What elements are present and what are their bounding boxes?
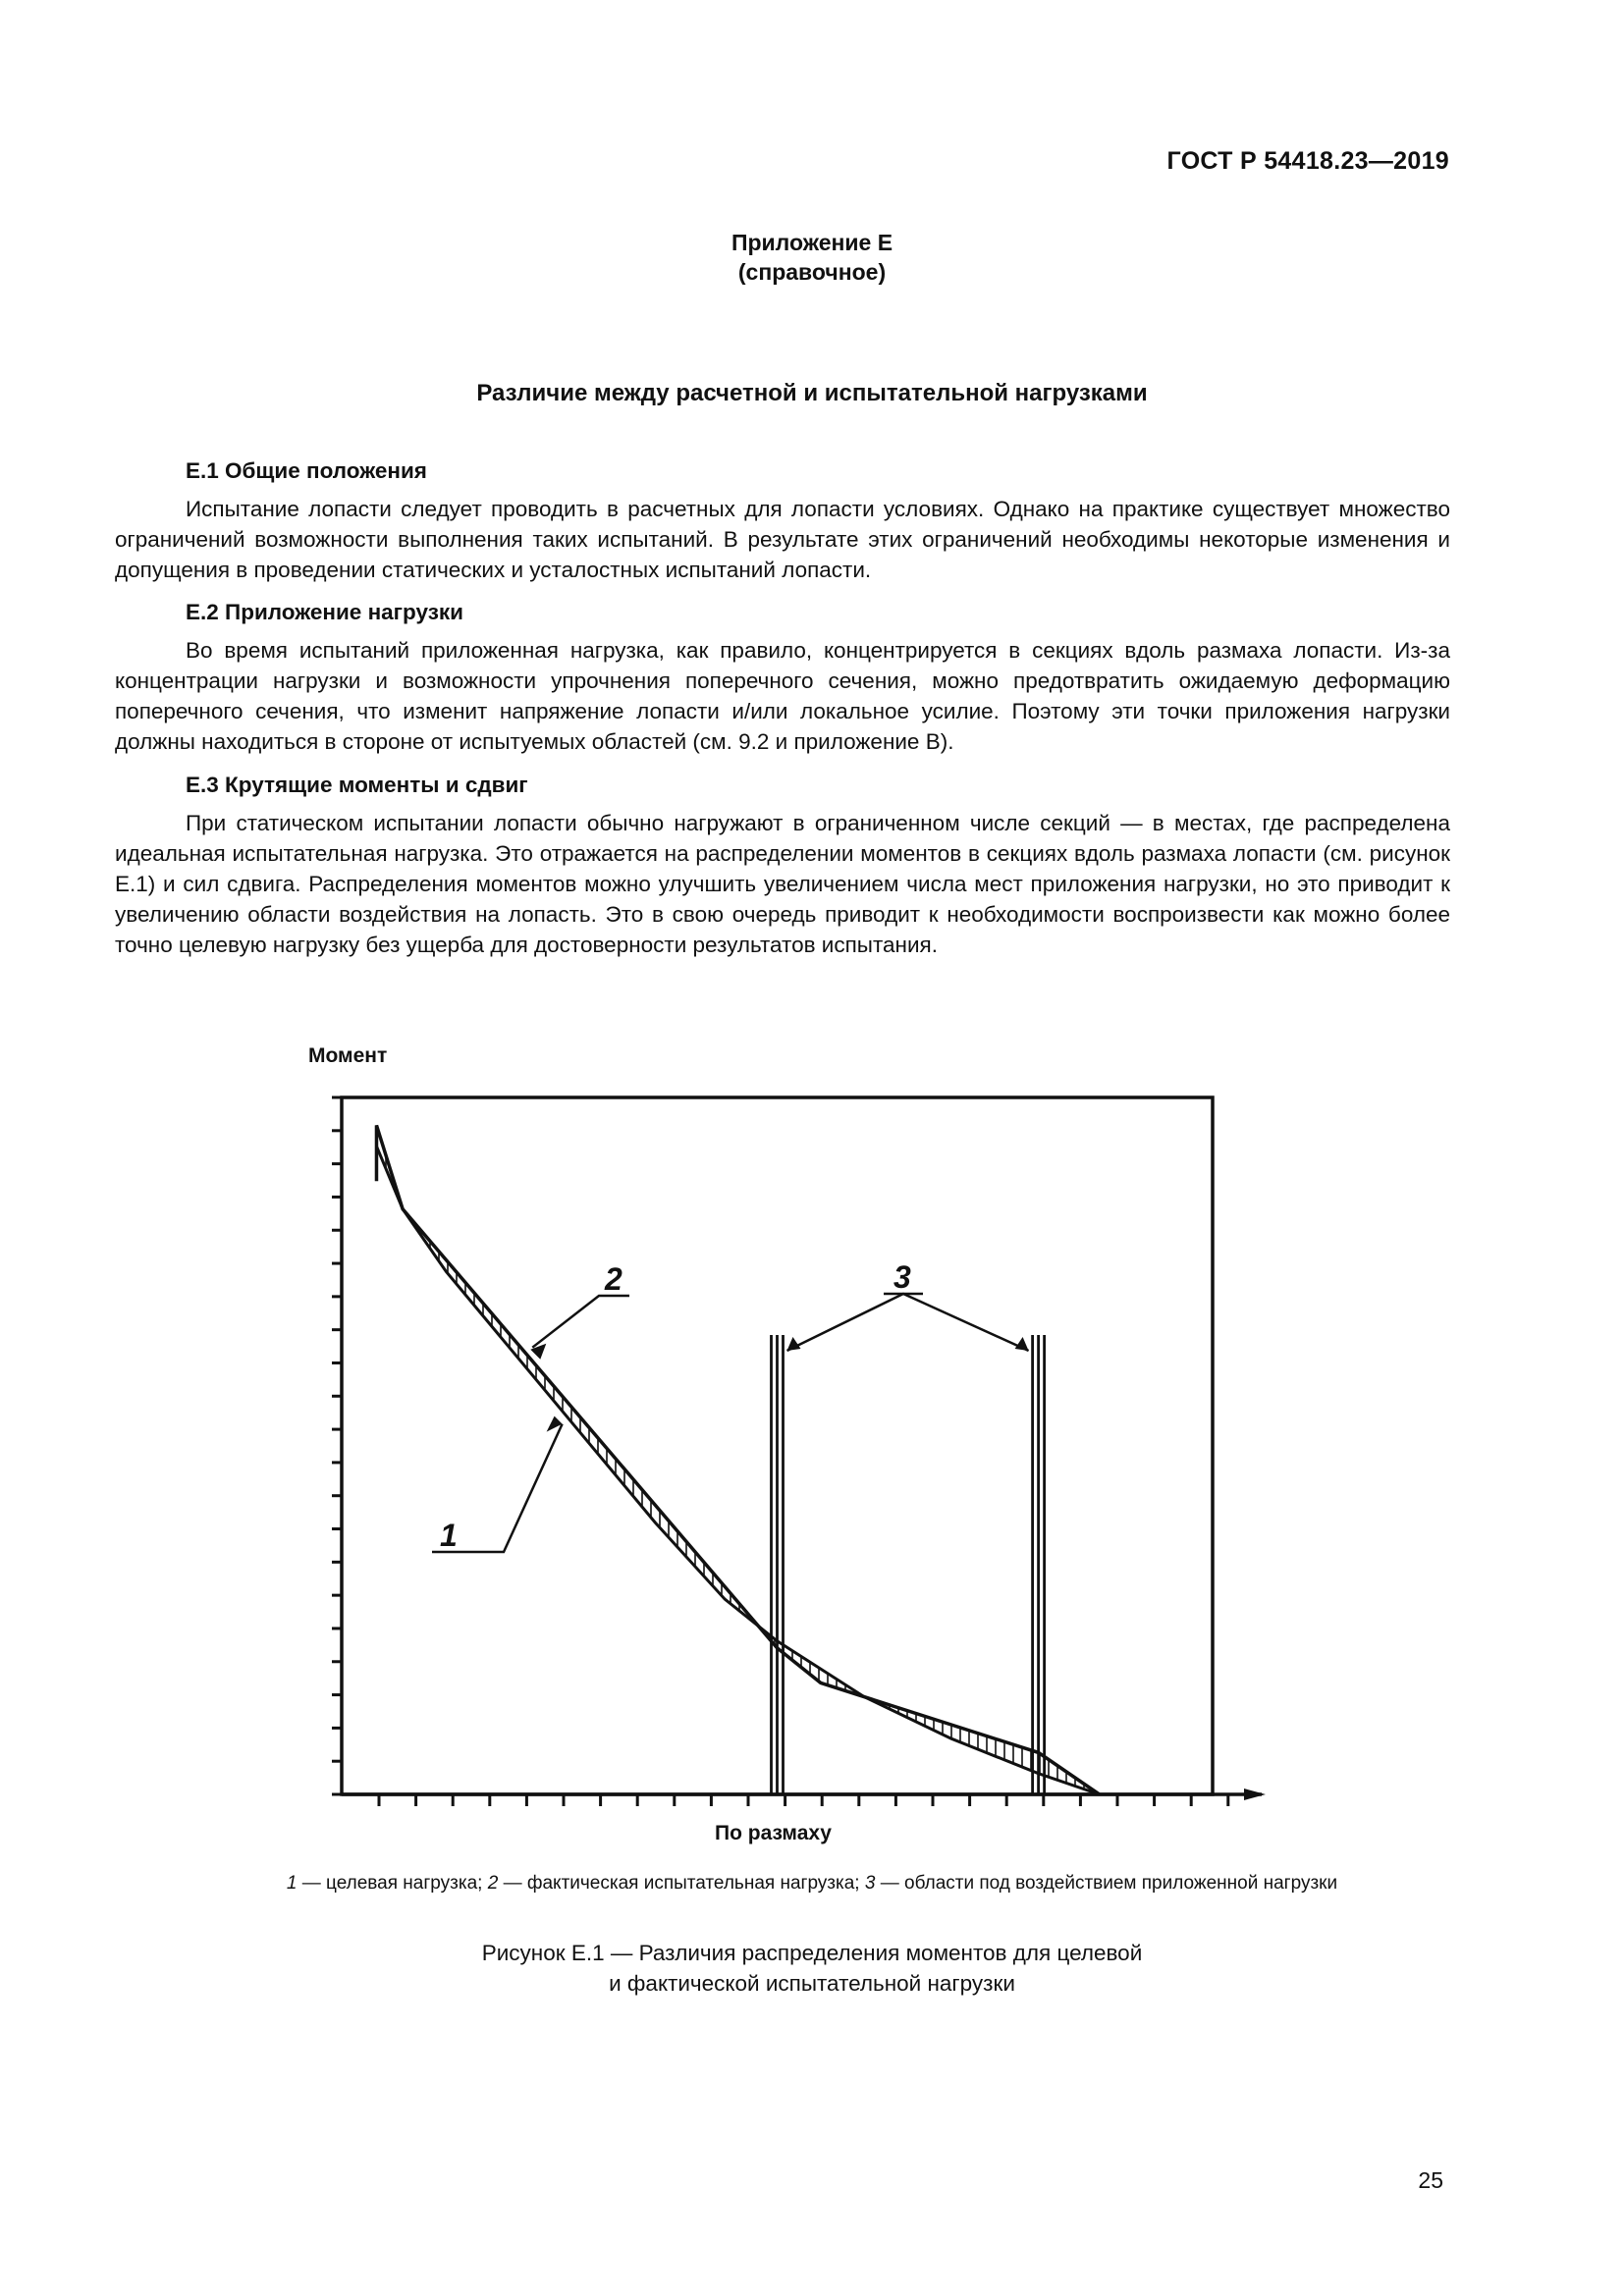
moment-distribution-figure	[295, 1029, 1276, 1853]
section-heading: Е.3 Крутящие моменты и сдвиг	[186, 773, 528, 797]
section-e3	[115, 770, 1450, 960]
x-axis-label: По размаху	[715, 1822, 832, 1844]
callout-1: 1	[440, 1518, 458, 1553]
page-number: 25	[1418, 2167, 1443, 2193]
appendix-heading	[0, 228, 1624, 287]
callout-3-arrow-right	[1015, 1337, 1029, 1351]
callout-2: 2	[605, 1261, 623, 1297]
appendix-title: Различие между расчетной и испытательной нагрузками	[476, 380, 1148, 406]
caption-line-2: и фактической испытательной нагрузки	[609, 1971, 1015, 1996]
section-text: Испытание лопасти следует проводить в расчетных для лопасти условиях. Однако на практике существует множество ограничений возможности выполнения таких испытаний. В результате этих ограничений необходимы некоторые изменения и допущения в проведении статических и усталостных испытаний лопасти.	[115, 497, 1450, 582]
legend-text-1: — целевая нагрузка;	[297, 1873, 488, 1894]
callout-3: 3	[893, 1259, 911, 1295]
caption-line-1: Рисунок Е.1 — Различия распределения моментов для целевой	[481, 1941, 1143, 1965]
legend-num-1: 1	[286, 1873, 298, 1894]
section-text: Во время испытаний приложенная нагрузка, как правило, концентрируется в секциях вдоль размаха лопасти. Из-за концентрации нагрузки и возможности упрочнения поперечного сечения, можно предотвратить ожидаемую деформацию поперечного сечения, что изменит напряжение лопасти и/или локальное усилие. Поэтому эти точки приложения нагрузки должны находиться в стороне от испытуемых областей (см. 9.2 и приложение В).	[115, 638, 1450, 754]
appendix-label: Приложение Е	[731, 230, 893, 255]
target-load-curve	[376, 1147, 1099, 1794]
section-e1	[115, 455, 1450, 585]
section-text: При статическом испытании лопасти обычно нагружают в ограниченном числе секций — в местах, где распределена идеальная испытательная нагрузка. Это отражается на распределении моментов в секциях вдоль размаха лопасти (см. рисунок Е.1) и сил сдвига. Распределения моментов можно улучшить увеличением числа мест приложения нагрузки, но это приводит к увеличению области воздействия на лопасть. Это в свою очередь приводит к необходимости воспроизвести как можно более точно целевую нагрузку без ущерба для достоверности результатов испытания.	[115, 811, 1450, 957]
legend-text-3: — области под воздействием приложенной нагрузки	[875, 1873, 1338, 1894]
callout-2-leader	[532, 1296, 629, 1348]
legend-num-3: 3	[864, 1873, 876, 1894]
section-heading: Е.1 Общие положения	[186, 458, 427, 483]
appendix-type: (справочное)	[737, 259, 887, 285]
document-id: ГОСТ Р 54418.23—2019	[1166, 147, 1449, 175]
load-region-markers	[772, 1335, 1045, 1794]
axis-ticks	[332, 1097, 1228, 1806]
actual-load-curve	[376, 1125, 1099, 1794]
x-axis-arrow	[1244, 1789, 1266, 1800]
figure-caption	[0, 1938, 1624, 1999]
plot-frame	[342, 1097, 1266, 1800]
figure-legend	[0, 1873, 1624, 1895]
section-heading: Е.2 Приложение нагрузки	[186, 600, 463, 624]
section-e2	[115, 597, 1450, 757]
y-axis-label: Момент	[308, 1044, 388, 1067]
legend-text-2: — фактическая испытательная нагрузка;	[498, 1873, 865, 1894]
difference-hatching	[342, 1097, 1208, 1794]
callout-3-leader	[787, 1294, 1029, 1351]
legend-num-2: 2	[487, 1873, 499, 1894]
callouts	[432, 1294, 1029, 1552]
